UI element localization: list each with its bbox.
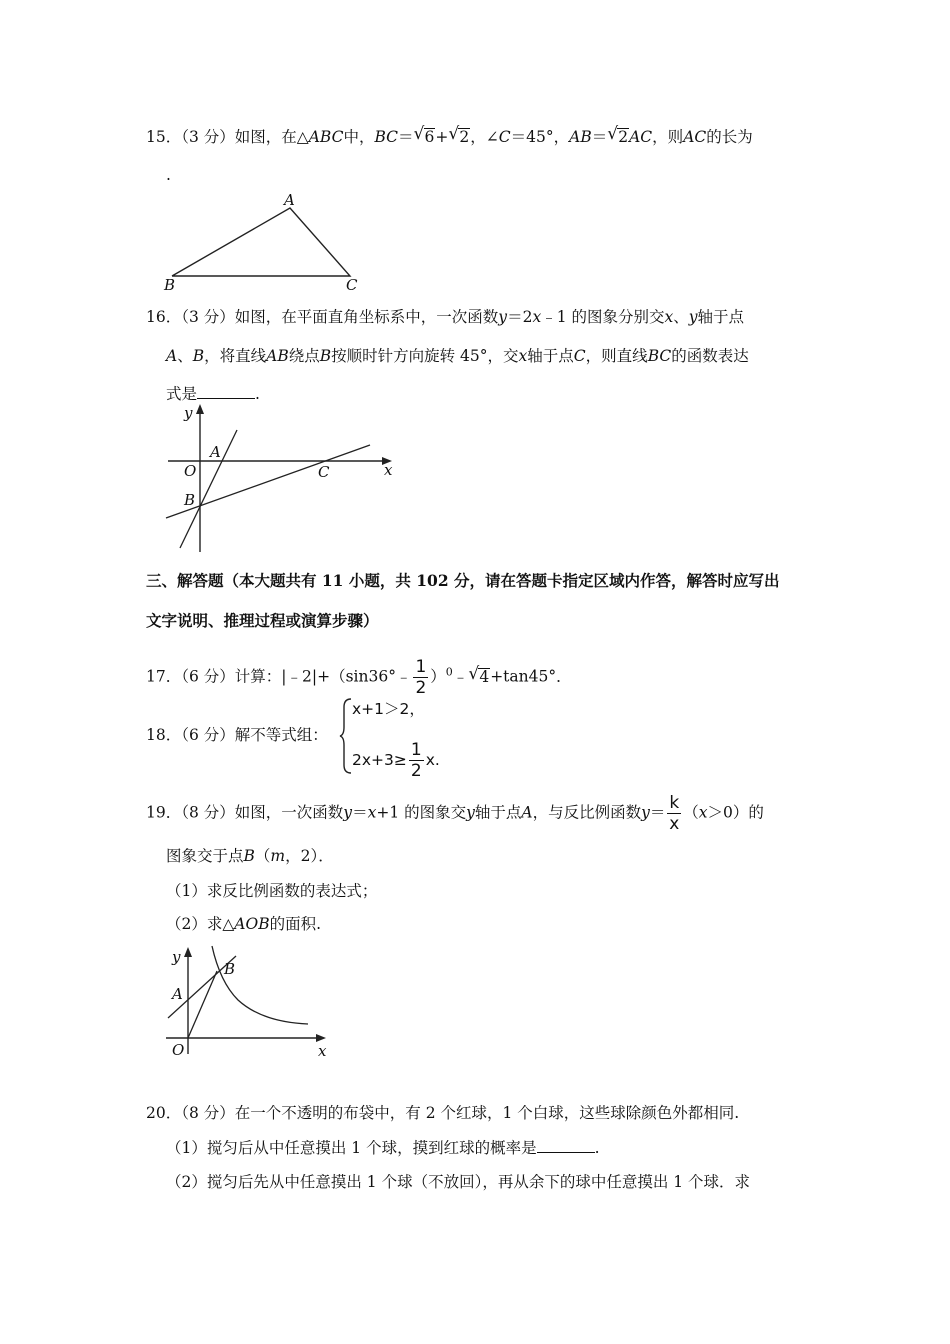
x-axis-arrow [316,1034,326,1042]
fraction-one-half: $\frac{1}{2}$ [415,657,427,698]
triangle-abc [172,208,350,276]
section3-heading-line1: 三、解答题（本大题共有 11 小题，共 102 分，请在答题卡指定区域内作答，解答时应写出 [146,571,780,590]
q19-line1: 19．（8 分）如图，一次函数y＝x+1 的图象交y轴于点A，与反比例函数y＝ $\frac{k}{x}$ （x＞0）的 [146,793,764,834]
sqrt-2: √ 2 [448,124,470,146]
q20-sub1: （1）搅匀后从中任意摸出 1 个球，摸到红球的概率是 . [166,1139,600,1157]
line-ab [180,430,237,548]
q16-line3: 式是 . [166,385,260,403]
sqrt-6: √ 6 [413,124,435,146]
fraction-one-half-b: $\frac{1}{2}$ [410,740,422,781]
q19-line2: 图象交于点B（m，2）． [166,847,334,865]
label-o: O [184,462,197,480]
q15-triangle-figure [160,190,370,295]
q19-coordinate-figure [160,942,340,1062]
q18-prompt: 18．（6 分）解不等式组： [146,726,328,744]
sqrt-4: √ 4 [468,663,490,686]
y-axis-arrow [196,404,204,414]
sqrt-2b: √ 2 [607,124,629,146]
label-y: y [184,404,193,422]
q19-sub2: （2）求△AOB的面积. [166,915,322,933]
q15-dot: . [166,166,171,184]
label-a: A [284,191,295,209]
q20-line1: 20．（8 分）在一个不透明的布袋中，有 2 个红球，1 个白球，这些球除颜色外都相同. [146,1104,740,1122]
answer-blank [197,384,255,399]
label-b: B [184,491,196,509]
q16-line2: A、B，将直线AB绕点B按顺时针方向旋转 45°，交x轴于点C，则直线BC的函数表达 [166,347,749,365]
q18-inequality-1: x+1＞2， [352,700,425,718]
label-y: y [172,948,181,966]
q17-line: 17．（6 分）计算：|﹣2|+（sin36°﹣ $\frac{1}{2}$ ）$^0$﹣ √ 4+tan45°． [146,657,572,698]
hyperbola [212,946,308,1024]
q18-inequality-2: 2x+3≥ $\frac{1}{2}$ x. [352,740,440,781]
q19-sub1: （1）求反比例函数的表达式； [166,882,378,900]
q16-coordinate-figure [160,402,400,557]
segment-ob [188,971,217,1038]
label-c: C [318,463,330,481]
q15-line1: 15．（3 分）如图，在△ABC中，BC＝ √ 6+ √ 2，∠C＝45°，AB＝ √ 2AC，则AC的长为 [146,124,753,146]
q16-line1: 16．（3 分）如图，在平面直角坐标系中，一次函数y＝2x﹣1 的图象分别交x、y轴于点 [146,308,745,326]
q20-sub2: （2）搅匀后先从中任意摸出 1 个球（不放回），再从余下的球中任意摸出 1 个球．求 [166,1173,751,1191]
line-bc [166,445,370,518]
label-x: x [384,461,393,479]
fraction-k-over-x: $\frac{k}{x}$ [669,793,680,834]
y-axis-arrow [184,947,192,957]
section3-heading-line2: 文字说明、推理过程或演算步骤） [146,611,379,630]
label-b: B [224,960,236,978]
q18-brace [339,697,353,775]
label-o: O [172,1041,185,1059]
label-a: A [172,985,183,1003]
label-a: A [210,443,221,461]
label-b: B [164,276,176,294]
label-x: x [318,1042,327,1060]
label-c: C [346,276,358,294]
answer-blank-q20 [537,1138,595,1153]
